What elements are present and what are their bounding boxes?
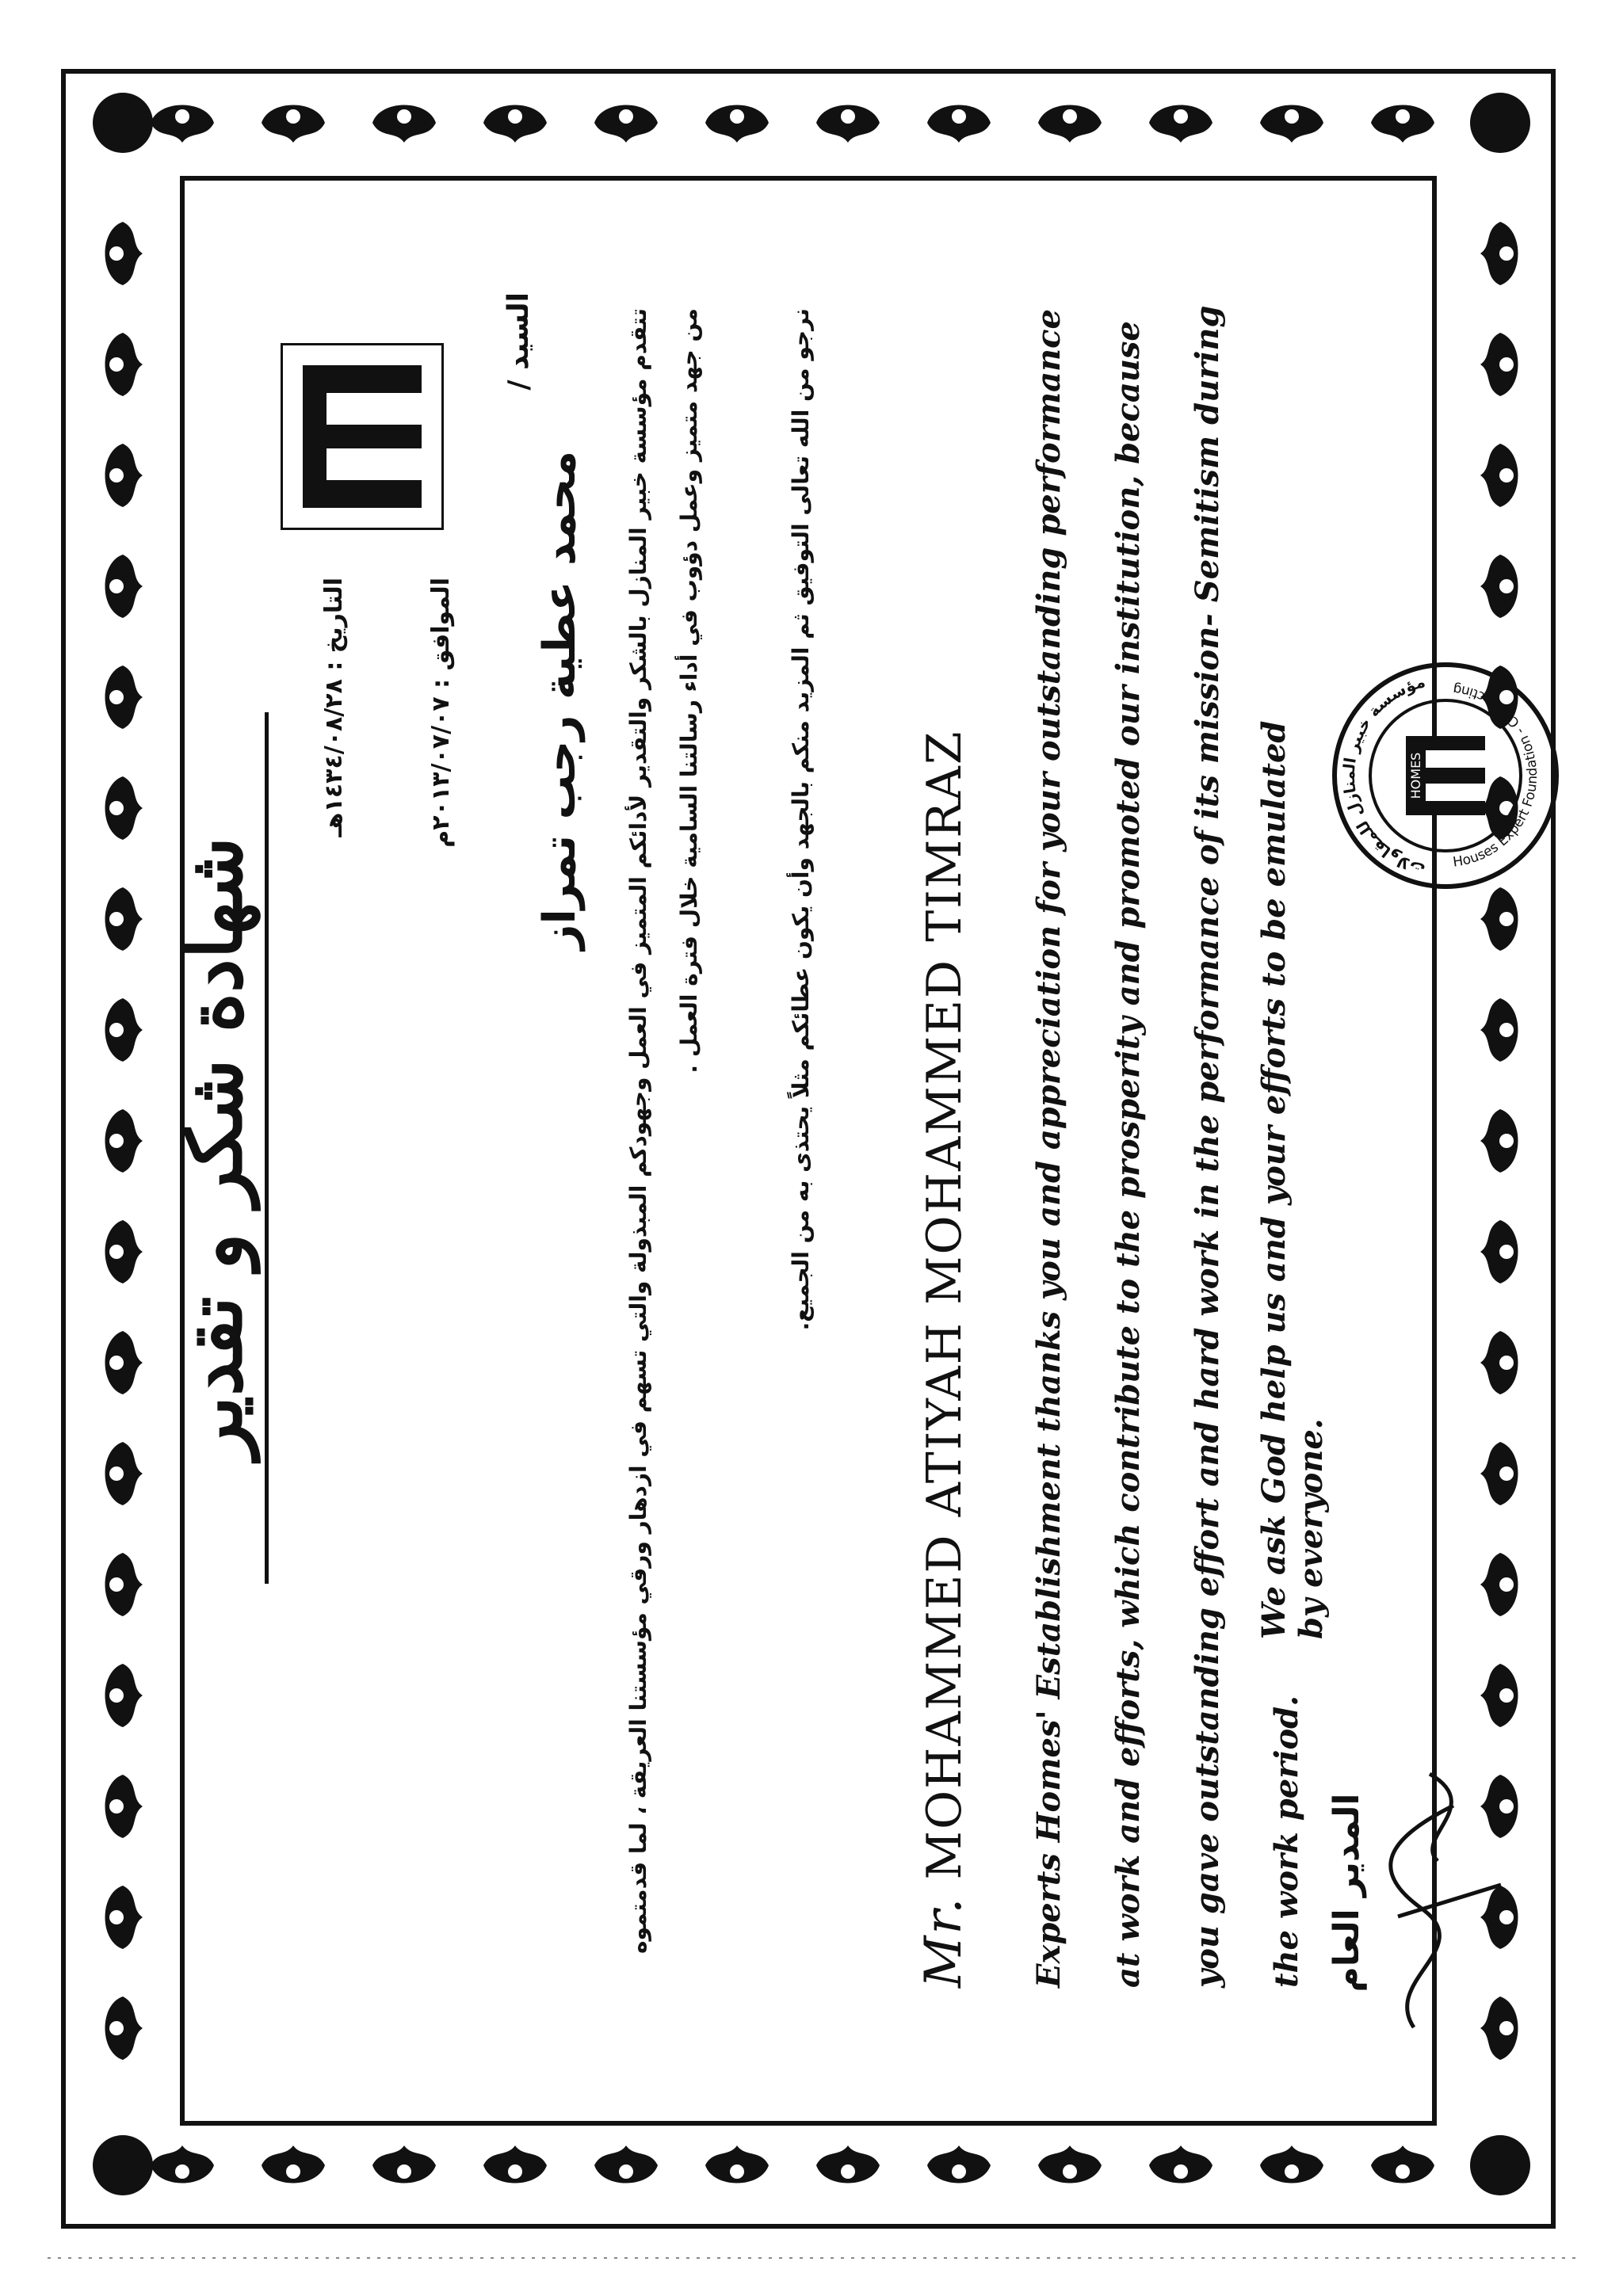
- border-ornament: [816, 2145, 880, 2183]
- stamp-english-text: Houses Expert Foundation - Contracting: [1452, 681, 1541, 871]
- title-underline: [265, 712, 269, 1584]
- border-ornament: [105, 1664, 143, 1727]
- border-ornament: [1480, 1109, 1518, 1173]
- border-ornament: [105, 776, 143, 840]
- border-ornament: [1480, 555, 1518, 618]
- border-ornament: [1149, 105, 1212, 143]
- border-ornament: [372, 2145, 436, 2183]
- border-ornament: [1260, 105, 1323, 143]
- border-ornament: [105, 1997, 143, 2060]
- border-ornament: [1480, 1220, 1518, 1283]
- border-ornament: [105, 444, 143, 507]
- border-ornament: [105, 1886, 143, 1949]
- border-ornament: [594, 2145, 658, 2183]
- border-ornament: [105, 1775, 143, 1838]
- company-stamp: [1327, 657, 1564, 894]
- general-manager-title: المدير العام: [1327, 1793, 1367, 1993]
- border-ornament: [1480, 1664, 1518, 1727]
- border-ornament: [262, 2145, 325, 2183]
- border-ornament: [1038, 105, 1102, 143]
- closing-line: We ask God help us and your efforts to be emulated by everyone.: [1255, 720, 1330, 1639]
- border-ornament: [105, 1553, 143, 1616]
- border-ornament: [483, 2145, 547, 2183]
- border-ornament: [1480, 887, 1518, 951]
- border-ornament: [1038, 2145, 1102, 2183]
- border-ornament: [1480, 1331, 1518, 1394]
- border-ornament: [105, 1220, 143, 1283]
- company-logo: [281, 343, 444, 530]
- border-ornament: [105, 1331, 143, 1394]
- border-ornament: [1371, 105, 1434, 143]
- certificate-content: [154, 166, 1541, 2130]
- prayer-arabic: نرجو من الله تعالى التوفيق ثم المزيد منكم بالجهد وأن يكون عطائكم مثلاً يحتذى به من الجميع.: [788, 308, 814, 1331]
- border-ornament: [105, 222, 143, 285]
- border-ornament: [151, 105, 214, 143]
- border-ornament: [105, 666, 143, 729]
- border-ornament: [1260, 2145, 1323, 2183]
- border-ornament: [262, 105, 325, 143]
- appreciation-paragraph-arabic: تتقدم مؤسسة خبير المنازل بالشكر والتقدير لأدائكم المتميز في العمل وجهودكم المبذولة والتي تسهم في ازدهار ورقي مؤسستنا العريقة ، لما قدمتموه من جهد متميز وعمل دؤوب في أداء رسالتنا السامية خلال فترة العمل .: [625, 308, 702, 1955]
- border-ornament: [705, 2145, 769, 2183]
- border-ornament: [1480, 998, 1518, 1062]
- border-ornament: [105, 998, 143, 1062]
- border-ornament: [105, 333, 143, 396]
- border-ornament: [105, 1109, 143, 1173]
- border-ornament: [594, 105, 658, 143]
- salutation: السيد /: [502, 292, 535, 391]
- corner-ornament: [93, 2135, 153, 2195]
- stamp-arabic-text: مؤسسة خبير المنازل للمقاولات: [1338, 672, 1428, 879]
- recipient-name: MOHAMMED ATIYAH MOHAMMED TIMRAZ: [917, 730, 972, 1880]
- recipient-title: Mr.: [915, 1896, 973, 1988]
- border-ornament: [1480, 1553, 1518, 1616]
- date-gregorian: الموافق : ٢٠١٣/٠٧/٠٧م: [427, 578, 455, 848]
- stamp-logo-text: HOMES: [1408, 752, 1423, 799]
- border-ornament: [105, 555, 143, 618]
- recipient-name-arabic: محمد عطية رجب تمراز: [534, 451, 586, 950]
- border-ornament: [105, 887, 143, 951]
- border-ornament: [151, 2145, 214, 2183]
- recipient-name-english: [915, 403, 973, 1988]
- date-hijri: التاريخ : ١٤٣٤/٠٨/٢٨هـ: [320, 578, 348, 837]
- signature: [1366, 1758, 1509, 2043]
- border-ornament: [1371, 2145, 1434, 2183]
- border-ornament: [1480, 333, 1518, 396]
- certificate-title: شهادة شكر و تقدير: [170, 837, 259, 1459]
- border-ornament: [1480, 222, 1518, 285]
- border-ornament: [1480, 444, 1518, 507]
- border-ornament: [927, 105, 991, 143]
- border-ornament: [927, 2145, 991, 2183]
- border-ornament: [105, 1442, 143, 1505]
- border-ornament: [372, 105, 436, 143]
- border-ornament: [705, 105, 769, 143]
- border-ornament: [1480, 1442, 1518, 1505]
- border-ornament: [483, 105, 547, 143]
- appreciation-body-english: Experts Homes' Establishment thanks you and appreciation for your outstanding performance at work and efforts, which contribute to the prosperity and promoted our institution, because you gave outstanding effort and hard work in the performance of its mission- Semitism during the work period.: [1030, 305, 1305, 1988]
- border-ornament: [1149, 2145, 1212, 2183]
- corner-ornament: [93, 93, 153, 153]
- corner-ornament: [1470, 93, 1530, 153]
- border-ornament: [816, 105, 880, 143]
- corner-ornament: [1470, 2135, 1530, 2195]
